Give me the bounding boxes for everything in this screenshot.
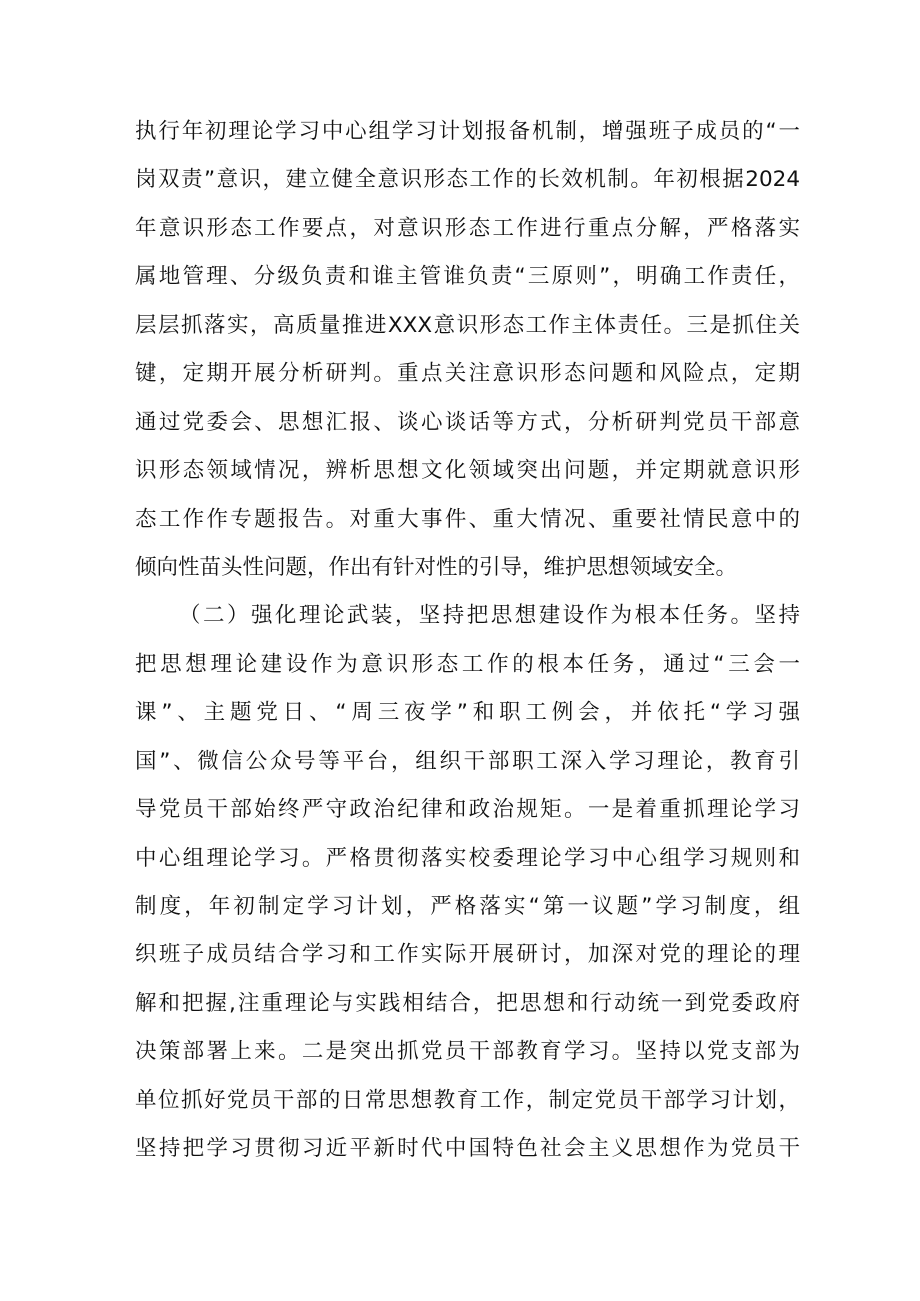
section-heading-line: （二）强化理论武装，坚持把思想建设作为根本任务。坚持 bbox=[179, 603, 800, 629]
text-line: 单位抓好党员干部的日常思想教育工作，制定党员干部学习计划， bbox=[135, 1087, 800, 1113]
text-line: 执行年初理论学习中心组学习计划报备机制，增强班子成员的“一 bbox=[135, 119, 800, 144]
text-line: 属地管理、分级负责和谁主管谁负责“三原则”，明确工作责任， bbox=[135, 264, 800, 290]
text-line: 通过党委会、思想汇报、谈心谈话等方式，分析研判党员干部意 bbox=[135, 409, 800, 435]
text-line: 坚持把学习贯彻习近平新时代中国特色社会主义思想作为党员干 bbox=[135, 1136, 800, 1162]
text-line: 层层抓落实，高质量推进XXX意识形态工作主体责任。三是抓住关 bbox=[135, 312, 800, 338]
text-line: 国”、微信公众号等平台，组织干部职工深入学习理论，教育引 bbox=[135, 748, 800, 774]
text-line: 中心组理论学习。严格贯彻落实校委理论学习中心组学习规则和 bbox=[135, 845, 800, 871]
text-line: 年意识形态工作要点，对意识形态工作进行重点分解，严格落实 bbox=[135, 215, 800, 241]
text-line: 识形态领域情况，辨析思想文化领域突出问题，并定期就意识形 bbox=[135, 458, 800, 484]
text-line: 制度，年初制定学习计划，严格落实“第一议题”学习制度，组 bbox=[135, 894, 800, 919]
text-line: 岗双责”意识，建立健全意识形态工作的长效机制。年初根据2024 bbox=[135, 167, 800, 193]
text-line: 解和把握,注重理论与实践相结合，把思想和行动统一到党委政府 bbox=[135, 990, 800, 1016]
text-line: 态工作作专题报告。对重大事件、重大情况、重要社情民意中的 bbox=[135, 506, 800, 532]
text-line: 把思想理论建设作为意识形态工作的根本任务，通过“三会一 bbox=[135, 651, 800, 677]
text-line: 课”、主题党日、“周三夜学”和职工例会，并依托“学习强 bbox=[135, 700, 800, 726]
text-line: 导党员干部始终严守政治纪律和政治规矩。一是着重抓理论学习 bbox=[135, 797, 800, 823]
paragraph-end-line: 倾向性苗头性问题，作出有针对性的引导，维护思想领域安全。 bbox=[135, 554, 738, 580]
text-line: 织班子成员结合学习和工作实际开展研讨，加深对党的理论的理 bbox=[135, 942, 800, 968]
text-line: 决策部署上来。二是突出抓党员干部教育学习。坚持以党支部为 bbox=[135, 1039, 800, 1065]
text-line: 键，定期开展分析研判。重点关注意识形态问题和风险点，定期 bbox=[135, 361, 800, 387]
body-text bbox=[135, 108, 800, 1174]
